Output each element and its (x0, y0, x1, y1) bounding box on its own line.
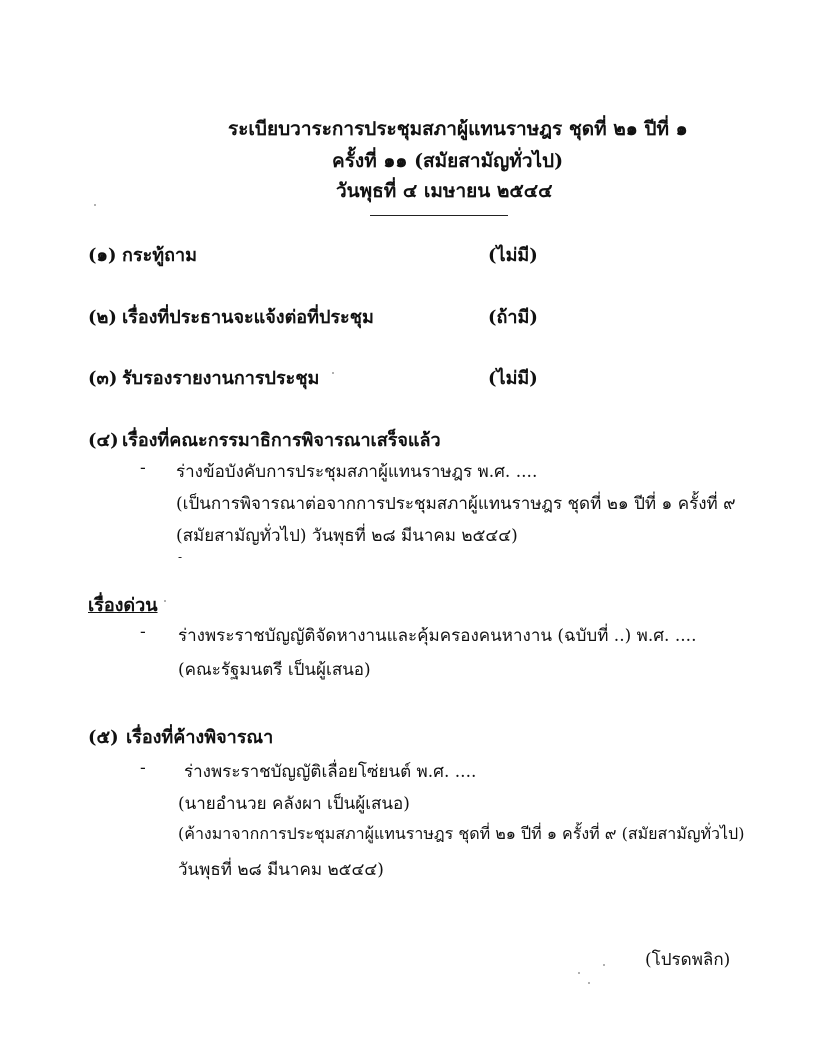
scan-speck (94, 204, 96, 206)
section-4-bill-title: ร่างข้อบังคับการประชุมสภาผู้แทนราษฎร พ.ศ. .... (176, 462, 538, 482)
scan-speck (578, 972, 580, 974)
section-5-proposer: (นายอำนวย คลังผา เป็นผู้เสนอ) (178, 794, 410, 814)
urgent-bullet: - (140, 622, 146, 642)
section-4-note-line-1: (เป็นการพิจารณาต่อจากการประชุมสภาผู้แทนราษฎร ชุดที่ ๒๑ ปีที่ ๑ ครั้งที่ ๙ (176, 494, 736, 514)
section-4-note-line-2: (สมัยสามัญทั่วไป) วันพุธที่ ๒๘ มีนาคม ๒๕๔๔) (176, 526, 518, 546)
agenda-title: ระเบียบวาระการประชุมสภาผู้แทนราษฎร ชุดที่ ๒๑ ปีที่ ๑ (228, 118, 688, 140)
section-4-trailing-bullet: - (178, 550, 183, 564)
section-5-note-line-2: วันพุธที่ ๒๘ มีนาคม ๒๕๔๔) (178, 860, 384, 880)
section-5-bill-title: ร่างพระราชบัญญัติเลื่อยโซ่ยนต์ พ.ศ. .... (184, 762, 477, 782)
section-5-title: เรื่องที่ค้างพิจารณา (126, 727, 274, 748)
scan-speck (164, 600, 166, 602)
item-2-status: (ถ้ามี) (488, 307, 538, 328)
item-3-status: (ไม่มี) (488, 368, 538, 389)
item-1-number: (๑) (88, 245, 117, 266)
item-3-number: (๓) (88, 368, 118, 389)
section-5-note-line-1: (ค้างมาจากการประชุมสภาผู้แทนราษฎร ชุดที่ ๒๑ ปีที่ ๑ ครั้งที่ ๙ (สมัยสามัญทั่วไป) (178, 824, 745, 843)
section-4-title: เรื่องที่คณะกรรมาธิการพิจารณาเสร็จแล้ว (122, 430, 441, 451)
session-date: วันพุธที่ ๔ เมษายน ๒๕๔๔ (336, 180, 553, 202)
item-3-title: รับรองรายงานการประชุม (122, 368, 320, 389)
section-5-bullet: - (140, 758, 146, 778)
section-5-number: (๕) (88, 727, 119, 748)
item-2-title: เรื่องที่ประธานจะแจ้งต่อที่ประชุม (122, 307, 374, 328)
turn-over-note: (โปรดพลิก) (645, 950, 731, 970)
scan-speck (588, 982, 590, 984)
item-1-status: (ไม่มี) (488, 245, 538, 266)
section-4-bullet: - (140, 458, 146, 478)
urgent-bill-title: ร่างพระราชบัญญัติจัดหางานและคุ้มครองคนหางาน (ฉบับที่ ..) พ.ศ. .... (178, 626, 697, 646)
item-1-title: กระทู้ถาม (122, 245, 197, 266)
item-2-number: (๒) (88, 307, 117, 328)
section-4-number: (๔) (88, 430, 119, 451)
scan-speck (332, 372, 334, 374)
urgent-proposer: (คณะรัฐมนตรี เป็นผู้เสนอ) (178, 660, 371, 680)
header-divider (370, 215, 508, 216)
scan-speck (603, 964, 605, 966)
urgent-heading: เรื่องด่วน (88, 595, 158, 616)
session-number: ครั้งที่ ๑๑ (สมัยสามัญทั่วไป) (332, 150, 564, 172)
